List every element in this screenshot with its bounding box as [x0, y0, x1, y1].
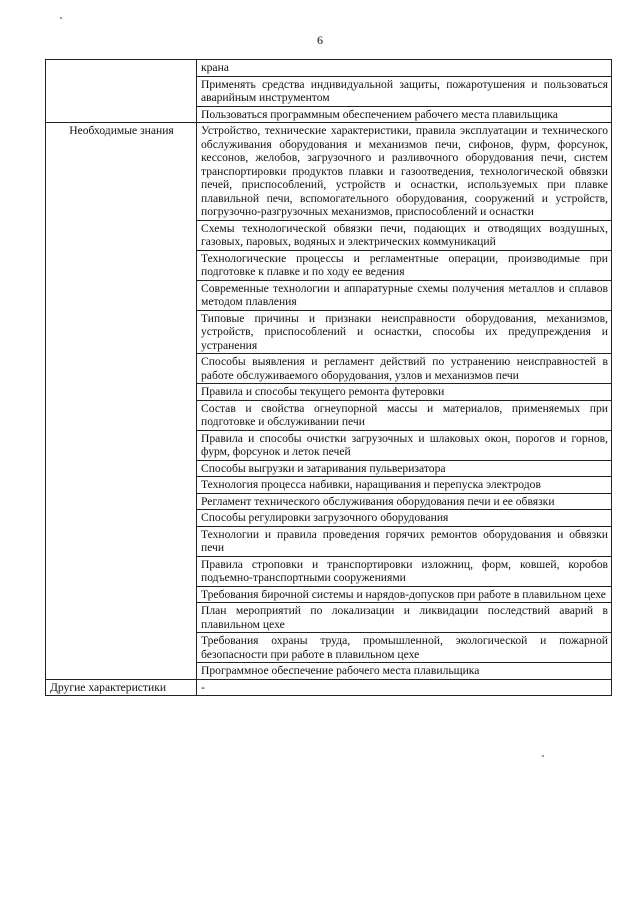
knowledge-item: Регламент технического обслуживания оборудования печи и ее обвязки: [197, 493, 612, 510]
knowledge-item: Технология процесса набивки, наращивания и перепуска электродов: [197, 477, 612, 494]
skill-item: крана: [197, 60, 612, 77]
knowledge-item: Схемы технологической обвязки печи, подающих и отводящих воздушных, газовых, паровых, водяных и электрических коммуникаций: [197, 220, 612, 250]
knowledge-item: План мероприятий по локализации и ликвидации последствий аварий в плавильном цехе: [197, 603, 612, 633]
page-number: 6: [317, 33, 323, 47]
table-row: [46, 123, 612, 221]
skill-item: Пользоваться программным обеспечением рабочего места плавильщика: [197, 106, 612, 123]
knowledge-item: Современные технологии и аппаратурные схемы получения металлов и сплавов методом плавления: [197, 280, 612, 310]
knowledge-item: Требования бирочной системы и нарядов-допусков при работе в плавильном цехе: [197, 586, 612, 603]
table-row: [46, 679, 612, 696]
skill-item: Применять средства индивидуальной защиты, пожаротушения и пользоваться аварийным инструментом: [197, 76, 612, 106]
table-row: [46, 60, 612, 77]
other-characteristics-value: -: [197, 679, 612, 696]
knowledge-item: Способы выявления и регламент действий по устранению неисправностей в работе обслуживаемого оборудования, узлов и механизмов печи: [197, 354, 612, 384]
knowledge-item: Программное обеспечение рабочего места плавильщика: [197, 663, 612, 680]
knowledge-item: Правила и способы очистки загрузочных и шлаковых окон, порогов и горнов, фурм, форсунок и леток печей: [197, 430, 612, 460]
skills-label-cell: [46, 60, 197, 123]
knowledge-item: Правила строповки и транспортировки изложниц, форм, ковшей, коробов подъемно-транспортными сооружениями: [197, 556, 612, 586]
scan-speck: [60, 17, 62, 19]
knowledge-item: Требования охраны труда, промышленной, экологической и пожарной безопасности при работе в плавильном цехе: [197, 633, 612, 663]
knowledge-label: Необходимые знания: [46, 123, 197, 680]
requirements-table: [45, 59, 612, 696]
scan-speck: [542, 755, 544, 757]
knowledge-item: Технологические процессы и регламентные операции, производимые при подготовке к плавке и по ходу ее ведения: [197, 250, 612, 280]
knowledge-item: Устройство, технические характеристики, правила эксплуатации и технического обслуживания оборудования и механизмов печи, сифонов, фурм, форсунок, кессонов, желобов, загрузочного и разливочного оборудования печи, систем транспортировки продуктов плавки и газоотведения, технологической обвязки печей, приспособлений, устройств и оснастки, используемых при плавке плавильной печи, вспомогательного оборудования, сооружений и устройств, погрузочно-разгрузочных механизмов, приспособлений и оснастки: [197, 123, 612, 221]
knowledge-item: Типовые причины и признаки неисправности оборудования, механизмов, устройств, приспособлений и оснастки, способы их предупреждения и устранения: [197, 310, 612, 354]
knowledge-item: Состав и свойства огнеупорной массы и материалов, применяемых при подготовке и обслуживании печи: [197, 400, 612, 430]
knowledge-item: Способы регулировки загрузочного оборудования: [197, 510, 612, 527]
knowledge-item: Технологии и правила проведения горячих ремонтов оборудования и обвязки печи: [197, 526, 612, 556]
knowledge-item: Способы выгрузки и затаривания пульверизатора: [197, 460, 612, 477]
other-characteristics-label: Другие характеристики: [46, 679, 197, 696]
requirements-table-body: [46, 60, 612, 696]
knowledge-item: Правила и способы текущего ремонта футеровки: [197, 384, 612, 401]
